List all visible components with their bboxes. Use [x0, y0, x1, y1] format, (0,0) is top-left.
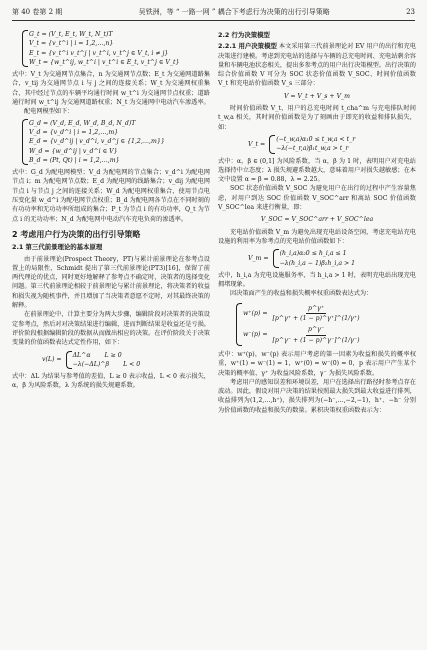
paragraph: 在前景理论中，计算主要分为两大步骤，编辑阶段对决策者的决策设定参考点，然后对对决策结果进行编辑，进而判断结果是收益还是亏损。评价阶段根据编辑阶段的数据从而做出相应的决策。在评价阶段关于决策变量的价值函数表达式定性作用，如下：	[12, 311, 210, 347]
probability-weight-equation	[236, 303, 416, 346]
eq-lhs: v(L) =	[42, 356, 62, 364]
eq-numerator: p^γ⁻	[306, 325, 326, 335]
paragraph: 式中：V_t 为交通网节点集合，n 为交通网节点数；E_t 为交通网道路集合，v_tij 为交通网节点 i 与 j 之间的连接关系；W_t 为交通网权重集合，其中经过节点的车辆平均通行时间 w_t^i 为交通网节点权重；道路通行时间 w_t^ij 为交通网道路权重；N_t 为交通网中电动汽车渗透率。	[12, 71, 210, 107]
tn-line: G_t = (V_t, E_t, W_t, N_t)T	[29, 31, 113, 38]
dn-line: G_d = (V_d, E_d, W_d, B_d, N_d)T	[29, 119, 136, 127]
time-value-equation	[248, 135, 416, 154]
eq-lhs: V_m =	[248, 254, 269, 262]
eq-cond: L ≥ 0	[104, 351, 122, 359]
dn-line: B_d = (Pt, Qt) | i = 1,2,…,m}	[29, 156, 120, 164]
dn-line: V_d = {v_d^i | i = 1,2,…,m}	[29, 128, 119, 136]
paragraph: 式中：ΔL 为结果与参考值的差值，L ≥ 0 表示收益，L < 0 表示损失，α，β 为风险系数，λ 为系统的损失规避系数。	[12, 373, 210, 390]
eq-lhs: w⁺(p) =	[243, 309, 268, 317]
dn-line: W_d = {w_d^ij | v_d^i ∈ V}	[29, 147, 118, 155]
paragraph: 考虑用户的感知误差和环境误差，用户在选择出行路径时参考点存在波动。因此，假设对用户决策的结果按照最大损失到最大收益进行排列，收益排列为(1,2,…,h⁺)，损失排列为(−h⁻,…,−2,−1)，h⁺、−h⁻ 分别为价值函数的收益和损失的数量。累积决策权重函数表示为：	[218, 378, 416, 414]
eq-case: −λ(h_i,a − 1)β₂h_i,a > 1	[279, 259, 356, 267]
eq-numerator: p^γ⁺	[306, 304, 326, 314]
paragraph: 充电站价值函数 V_m 为避免出现充电站设备空闲，考虑充电站充电设施的利用率为参考点的充电站价值函数如下：	[218, 228, 416, 245]
eq-lhs: w⁻(p) =	[243, 331, 268, 339]
subsubsection-heading: 2.2.1 用户决策模型	[218, 42, 277, 51]
tn-line: E_t = {v_t^i v_t^j | v_t^i, v_t^j ∈ V_t, i ≠ j}	[29, 49, 169, 57]
traffic-network-model	[22, 30, 210, 67]
eq-denominator: [p^γ⁺ + (1 − p)^γ⁺]^(1/γ⁺)	[272, 315, 360, 323]
distribution-network-model	[22, 119, 210, 165]
eq-denominator: [p^γ⁻ + (1 − p)^γ⁻]^(1/γ⁻)	[272, 336, 360, 344]
paragraph: 配电网模型如下：	[24, 108, 74, 116]
eq-case: −λ(−ΔL)^β	[72, 360, 110, 368]
station-value-equation	[248, 249, 416, 268]
paragraph: 式中：α，β ∈ (0,1] 为风险系数，当 α，β 为 1 时，表明用户对充电站选择持中立态度；λ 损失规避系数越大，意味着用户对损失越敏感；在本文中设置 α = β = 0.88，λ = 2.25。	[218, 157, 416, 184]
soc-value-equation: V_SOC = V_SOC^arr + V_SOC^lea	[260, 216, 374, 224]
eq-lhs: V_t =	[248, 140, 266, 148]
dn-line: E_d = {v_d^ij | v_d^i, v_d^j ∈ {1,2,…,m}}	[29, 138, 165, 146]
subsection-heading: 2.2 行为决策模型	[218, 31, 270, 39]
eq-cond: L < 0	[123, 360, 141, 368]
left-column	[12, 28, 210, 391]
eq-case: (−t_w,a)α₁0 ≤ t_w,a < t_r	[276, 135, 356, 143]
eq-case: ΔL^α	[72, 351, 91, 359]
paragraph	[218, 42, 416, 88]
journal-volume: 第 40 卷第 2 期	[12, 8, 63, 16]
page-number: 23	[406, 8, 415, 16]
running-header	[12, 6, 415, 18]
tn-line: V_t = {v_t^i | i = 1,2,…,n}	[29, 40, 114, 48]
total-value-equation: V = V_t + V_s + V_m	[283, 92, 351, 100]
tn-line: W_t = {w_t^ij, w_t^i | v_t^i ∈ E_t, v_t^j ∈ V_t}	[29, 58, 180, 66]
section-heading: 2 考虑用户行为决策的出行引导策略	[12, 229, 141, 239]
paragraph: 由于前景理论(Prospect Theory，PT)与累计前景理论在参考点设置上的局限性，Schmidt 提出了第三代前景理论(PT3)[16]，保留了前两代理论的优点，同时更好地解释了参考点不确定时，决策者的选择变化问题。第三代前景理论相较于前景理论与累计前景理论，将决策者的收益和损失视为随机事件，并且增加了当决策者意愿不定时，对其最终决策的解释。	[12, 255, 210, 310]
eq-case: (h_i,a)α₂0 ≤ h_i,a ≤ 1	[279, 250, 347, 258]
paragraph: 式中：G_d 为配电网模型；V_d 为配电网的节点集合；v_d^i 为配电网节点 i；m 为配电网节点数；E_d 为配电网的线路集合；v_dij 为配电网节点 i 与节点 j 之间的连接关系；W_d 为配电网权重集合，使用节点电压变化量 w_d^i 为配电网节点权重；B_d 为配电网各节点在不同时刻的有功功率和无功功率所组成的集合；P_t 为节点 i 的有功功率，Q_t 为节点 i 的无功功率；N_d 为配电网中电动汽车充电负荷的渗透率。	[12, 169, 210, 223]
paragraph: 时间价值函数 V_t，用户的总充电时间 t_cha^m 与充电排队时间 t_w,a 相关，其时间价值函数是为了刻画由于即充的收益和排队损失，如：	[218, 105, 416, 131]
paragraph: 式中：w⁺(p)，w⁻(p) 表示用户考虑的第一因素为收益和损失的概率权重，w⁺(1) = w⁻(1) = 1，w⁺(0) = w⁻(0) = 0，p 表示用户产生某个决策的概率值，γ⁺ 为收益风险系数，γ⁻ 为损失风险系数。	[218, 350, 416, 377]
paragraph: SOC 状态价值函数 V_SOC 为避免用户在出行的过程中产生容量焦虑，对用户到达 SOC 价值函数 V_SOC^arr 和离站 SOC 价值函数 V_SOC^lea 来进行衡量，即：	[218, 185, 416, 212]
running-title: 吴铁洲，等 “ 一路一网 ” 耦合下考虑行为决策的出行引导策略	[138, 8, 330, 16]
eq-case: −λ(−t_r,a)β₁t_w,a > t_r	[276, 145, 349, 153]
right-column	[218, 28, 416, 415]
paragraph-text: 本文采用第三代前景理论对 EV 用户的出行和充电决策进行建模。考虑到充电站的选择与车辆的总充电时间、充电站剩余容量和车辆电池状态相关，提出多参考点的用户出行决策模型。出行决策的综合价值函数 V 可分为 SOC 状态价值函数 V_SOC、时间价值函数 V_t 和充电站价值函数 V_s 三部分：	[218, 43, 417, 88]
value-function-equation	[42, 351, 210, 370]
paragraph: 式中，h_i,a 为充电设施服务率，当 h_i,a > 1 时，表明充电站出现充电拥堵现象。	[218, 271, 416, 289]
paragraph: 因决策面产生的收益和损失概率权重函数表达式为：	[230, 290, 373, 298]
subsection-heading: 2.1 第三代前景理论的基本原理	[12, 243, 103, 252]
header-rule	[12, 20, 415, 21]
